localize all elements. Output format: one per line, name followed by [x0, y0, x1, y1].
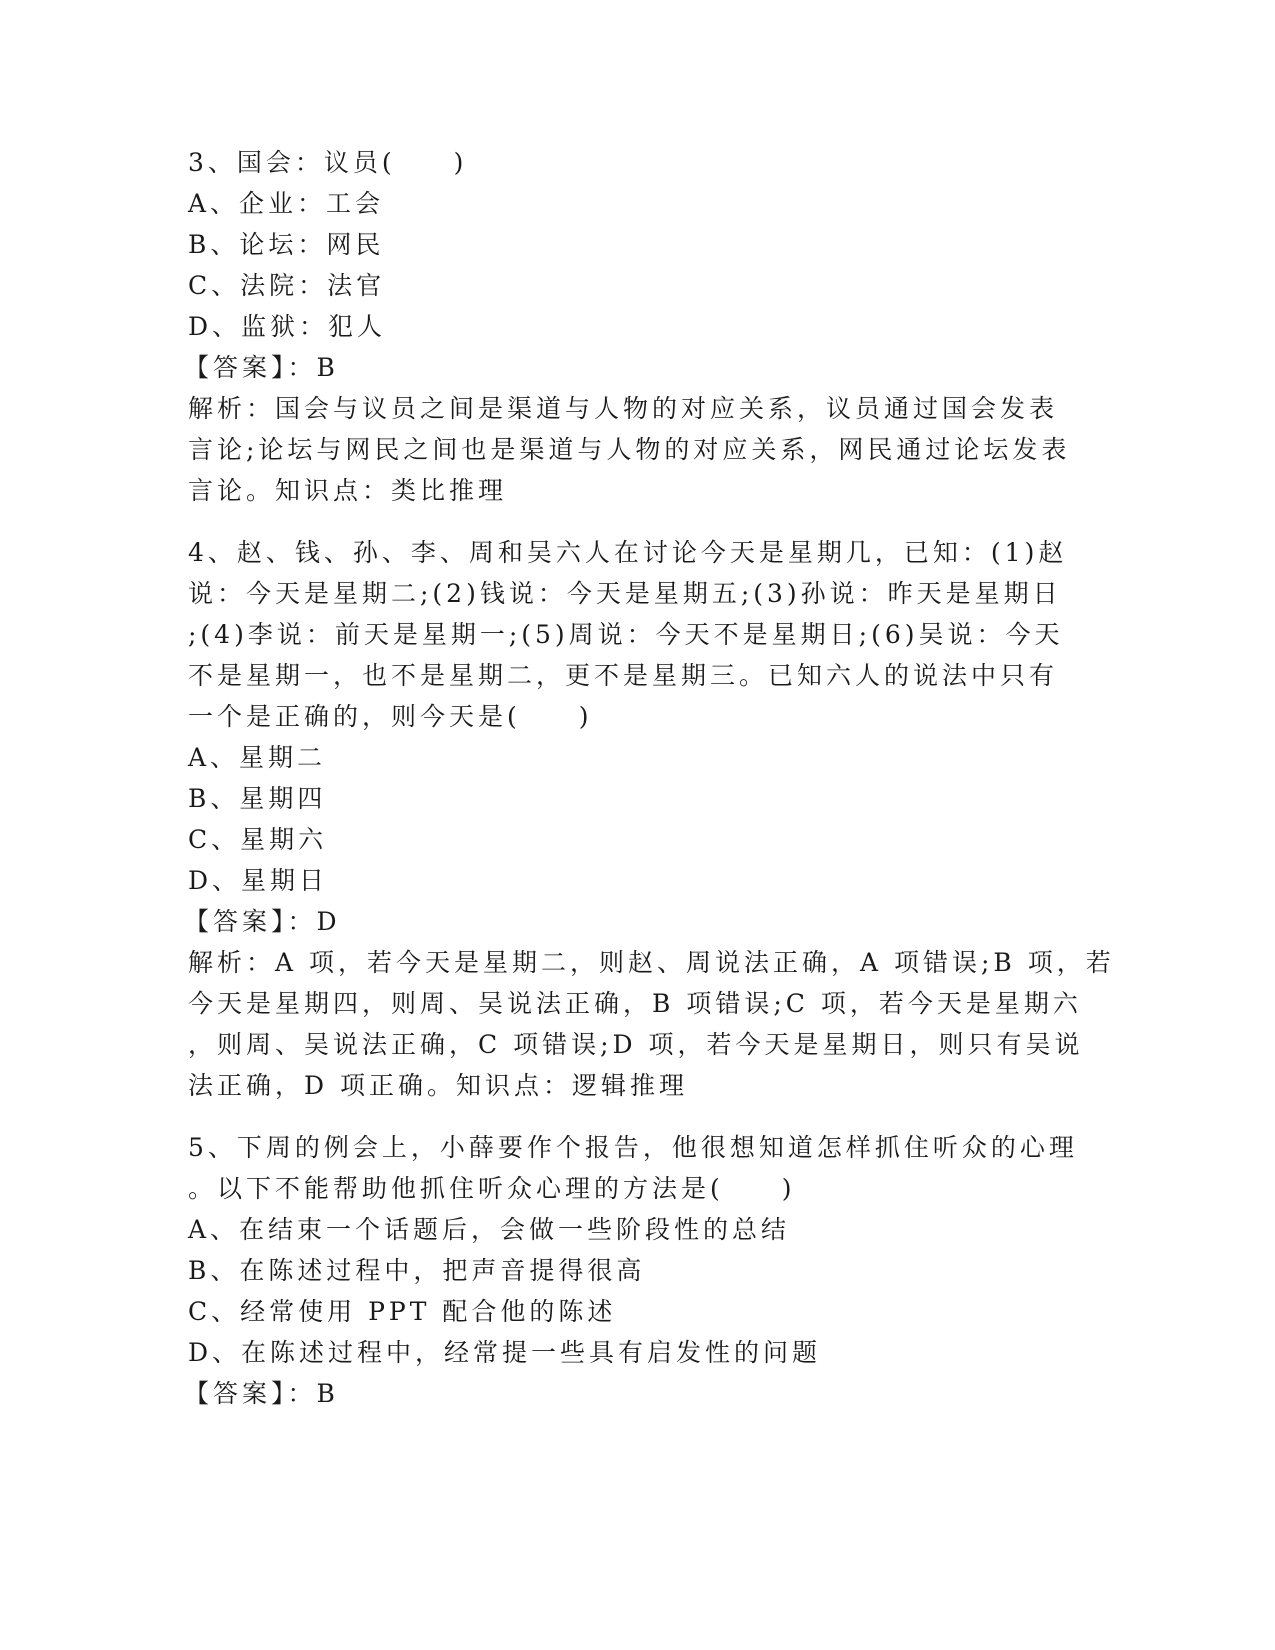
q4-option-c: C、星期六 [188, 825, 328, 854]
q3-option-a: A、企业：工会 [188, 189, 385, 218]
q5-option-b: B、在陈述过程中，把声音提得很高 [188, 1256, 646, 1285]
q4-stem-line: 一个是正确的，则今天是( ) [188, 702, 593, 731]
q5-stem-line: 。以下不能帮助他抓住听众心理的方法是( ) [188, 1174, 796, 1203]
q4-analysis-line: 解析：A 项，若今天是星期二，则赵、周说法正确，A 项错误;B 项，若 [188, 948, 1115, 977]
q3-option-c: C、法院：法官 [188, 271, 386, 300]
q4-stem-line: 不是星期一，也不是星期二，更不是星期三。已知六人的说法中只有 [188, 661, 1059, 690]
q4-analysis-line: 法正确，D 项正确。知识点：逻辑推理 [188, 1071, 688, 1100]
q4-option-a: A、星期二 [188, 743, 327, 772]
q5-option-c: C、经常使用 PPT 配合他的陈述 [188, 1297, 617, 1326]
q4-stem-line: ;(4)李说：前天是星期一;(5)周说：今天不是星期日;(6)吴说：今天 [188, 620, 1064, 649]
q5-option-d: D、在陈述过程中，经常提一些具有启发性的问题 [188, 1338, 822, 1367]
q3-option-d: D、监狱：犯人 [188, 312, 387, 341]
q5-stem-line: 5、下周的例会上，小薛要作个报告，他很想知道怎样抓住听众的心理 [188, 1133, 1078, 1162]
q4-option-d: D、星期日 [188, 866, 329, 895]
q5-answer: 【答案】：B [184, 1379, 339, 1408]
q3-stem: 3、国会：议员( ) [188, 148, 468, 177]
q4-stem-line: 4、赵、钱、孙、李、周和吴六人在讨论今天是星期几，已知：(1)赵 [188, 538, 1068, 567]
q4-analysis-line: ，则周、吴说法正确，C 项错误;D 项，若今天是星期日，则只有吴说 [188, 1030, 1084, 1059]
q3-answer: 【答案】：B [184, 353, 339, 382]
q4-option-b: B、星期四 [188, 784, 327, 813]
q5-option-a: A、在结束一个话题后，会做一些阶段性的总结 [188, 1215, 791, 1244]
q3-analysis-line: 言论。知识点：类比推理 [188, 476, 508, 505]
q3-option-b: B、论坛：网民 [188, 230, 385, 259]
q3-analysis-line: 解析：国会与议员之间是渠道与人物的对应关系，议员通过国会发表 [188, 394, 1059, 423]
q4-stem-line: 说：今天是星期二;(2)钱说：今天是星期五;(3)孙说：昨天是星期日 [188, 579, 1062, 608]
q4-answer: 【答案】：D [184, 907, 341, 936]
q4-analysis-line: 今天是星期四，则周、吴说法正确，B 项错误;C 项，若今天是星期六 [188, 989, 1082, 1018]
q3-analysis-line: 言论;论坛与网民之间也是渠道与人物的对应关系，网民通过论坛发表 [188, 435, 1071, 464]
